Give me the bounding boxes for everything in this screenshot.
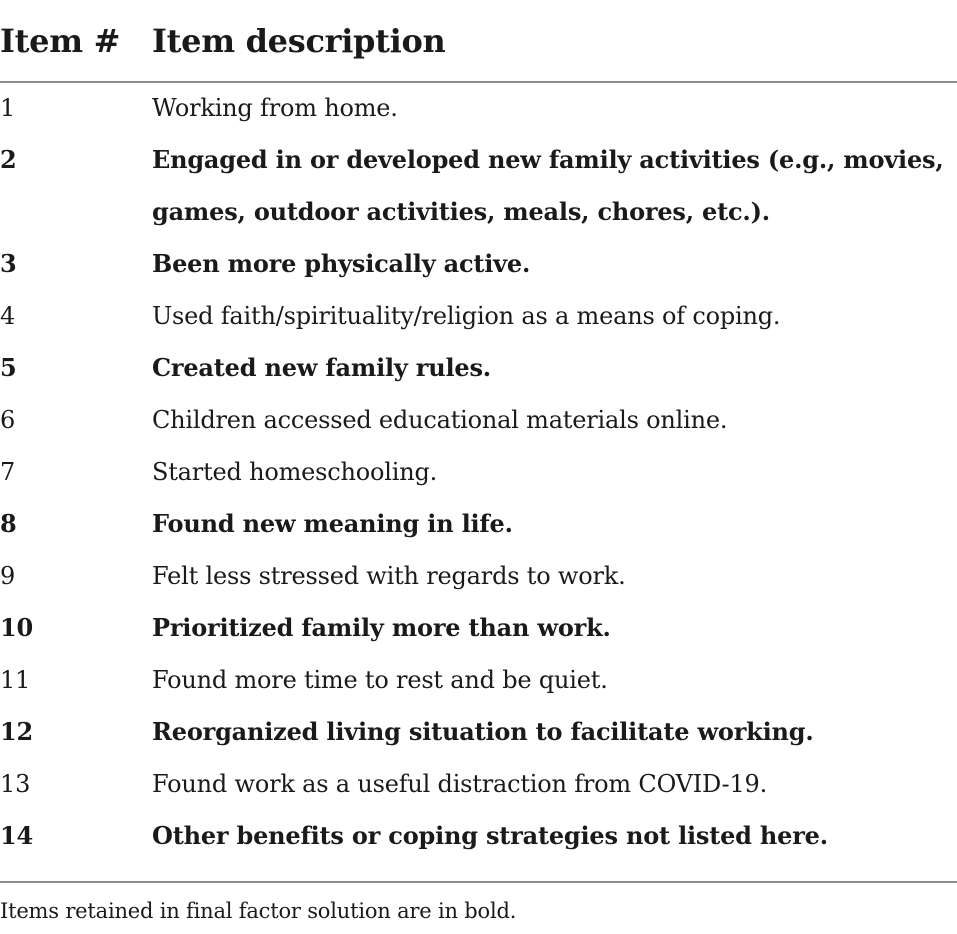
item-description: Engaged in or developed new family activities (e.g., movies, games, outdoor activities, meals, chores, etc.). xyxy=(152,145,944,226)
item-description: Found more time to rest and be quiet. xyxy=(152,666,608,694)
item-description: Children accessed educational materials online. xyxy=(152,406,728,434)
item-description: Other benefits or coping strategies not listed here. xyxy=(152,821,828,850)
item-description: Working from home. xyxy=(152,94,398,122)
table-header-row xyxy=(0,18,957,64)
bottom-rule xyxy=(0,881,957,883)
item-description: Created new family rules. xyxy=(152,353,491,382)
item-description: Been more physically active. xyxy=(152,249,531,278)
item-number: 14 xyxy=(0,821,33,850)
item-description: Used faith/spirituality/religion as a means of coping. xyxy=(152,302,781,330)
header-item-description: Item description xyxy=(152,22,446,60)
item-number: 12 xyxy=(0,717,33,746)
item-number: 13 xyxy=(0,770,31,798)
item-number: 1 xyxy=(0,94,16,122)
item-number: 4 xyxy=(0,302,16,330)
item-number: 3 xyxy=(0,249,17,278)
item-description: Reorganized living situation to facilitate working. xyxy=(152,717,814,746)
item-number: 11 xyxy=(0,666,31,694)
item-description: Prioritized family more than work. xyxy=(152,613,611,642)
item-description: Started homeschooling. xyxy=(152,458,438,486)
item-number: 9 xyxy=(0,562,16,590)
table-footnote: Items retained in final factor solution are in bold. xyxy=(0,899,517,923)
item-number: 10 xyxy=(0,613,33,642)
item-number: 2 xyxy=(0,145,17,174)
item-number: 6 xyxy=(0,406,16,434)
item-number: 5 xyxy=(0,353,17,382)
item-description: Felt less stressed with regards to work. xyxy=(152,562,626,590)
item-number: 8 xyxy=(0,509,17,538)
item-number: 7 xyxy=(0,458,16,486)
item-description: Found new meaning in life. xyxy=(152,509,513,538)
item-description: Found work as a useful distraction from COVID-19. xyxy=(152,770,768,798)
header-item-number: Item # xyxy=(0,22,121,60)
